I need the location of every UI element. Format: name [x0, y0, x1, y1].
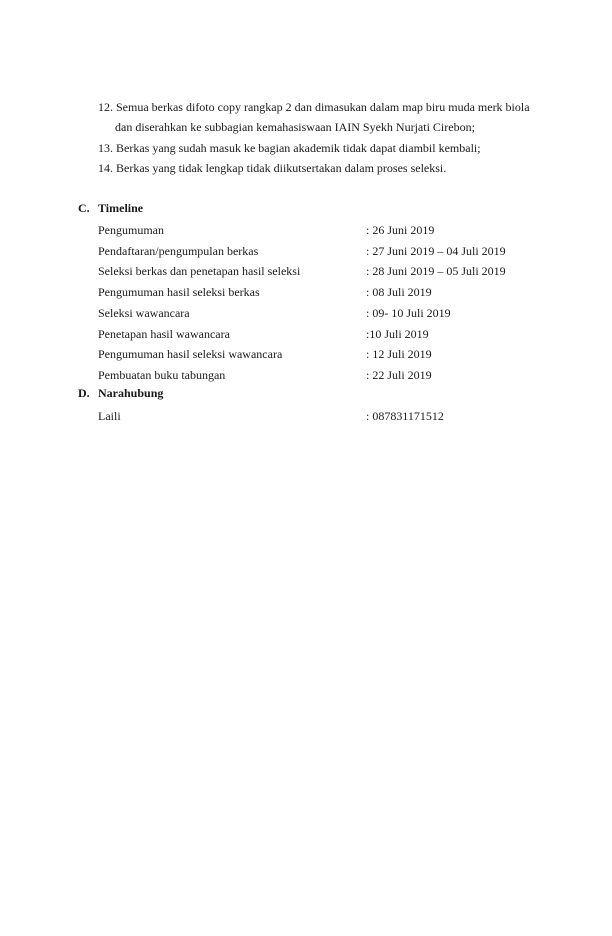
- timeline-date: : 12 Juli 2019: [366, 347, 432, 361]
- list-item-14: [98, 158, 548, 178]
- timeline-label: Pendaftaran/pengumpulan berkas: [98, 244, 259, 258]
- timeline-label: Pengumuman hasil seleksi wawancara: [98, 347, 283, 361]
- section-letter: D.: [78, 386, 90, 400]
- timeline-row: [98, 241, 548, 261]
- list-text: Berkas yang tidak lengkap tidak diikutsertakan dalam proses seleksi.: [116, 161, 447, 175]
- list-text: Semua berkas difoto copy rangkap 2 dan dimasukan dalam map biru muda merk biola: [116, 100, 530, 114]
- timeline-date: : 26 Juni 2019: [366, 223, 435, 237]
- timeline-label: Seleksi berkas dan penetapan hasil seleksi: [98, 264, 301, 278]
- contact-name: Laili: [98, 409, 121, 423]
- list-item-13: [98, 138, 548, 158]
- timeline-row: [98, 324, 548, 344]
- list-number: 13.: [98, 141, 113, 155]
- timeline-row: [98, 261, 548, 281]
- section-heading-timeline: [78, 201, 143, 216]
- timeline-label: Pembuatan buku tabungan: [98, 368, 226, 382]
- timeline-date: : 09- 10 Juli 2019: [366, 306, 451, 320]
- timeline-label: Seleksi wawancara: [98, 306, 190, 320]
- timeline-date: : 27 Juni 2019 – 04 Juli 2019: [366, 244, 506, 258]
- contact-phone: : 087831171512: [366, 409, 444, 423]
- timeline-row: [98, 220, 548, 240]
- timeline-date: : 28 Juni 2019 – 05 Juli 2019: [366, 264, 506, 278]
- timeline-row: [98, 282, 548, 302]
- timeline-label: Pengumuman: [98, 223, 164, 237]
- timeline-row: [98, 344, 548, 364]
- section-title: Timeline: [98, 201, 144, 215]
- timeline-date: :10 Juli 2019: [366, 327, 429, 341]
- contact-row: [98, 406, 548, 426]
- list-text: Berkas yang sudah masuk ke bagian akademik tidak dapat diambil kembali;: [116, 141, 481, 155]
- timeline-date: : 22 Juli 2019: [366, 368, 432, 382]
- list-item-12: [98, 97, 548, 137]
- timeline-label: Pengumuman hasil seleksi berkas: [98, 285, 260, 299]
- timeline-date: : 08 Juli 2019: [366, 285, 432, 299]
- section-title: Narahubung: [98, 386, 164, 400]
- section-heading-contact: [78, 386, 163, 401]
- timeline-row: [98, 365, 548, 385]
- list-text-continuation: dan diserahkan ke subbagian kemahasiswaan IAIN Syekh Nurjati Cirebon;: [115, 120, 475, 134]
- section-letter: C.: [78, 201, 90, 215]
- timeline-row: [98, 303, 548, 323]
- list-number: 14.: [98, 161, 113, 175]
- list-number: 12.: [98, 100, 113, 114]
- timeline-label: Penetapan hasil wawancara: [98, 327, 230, 341]
